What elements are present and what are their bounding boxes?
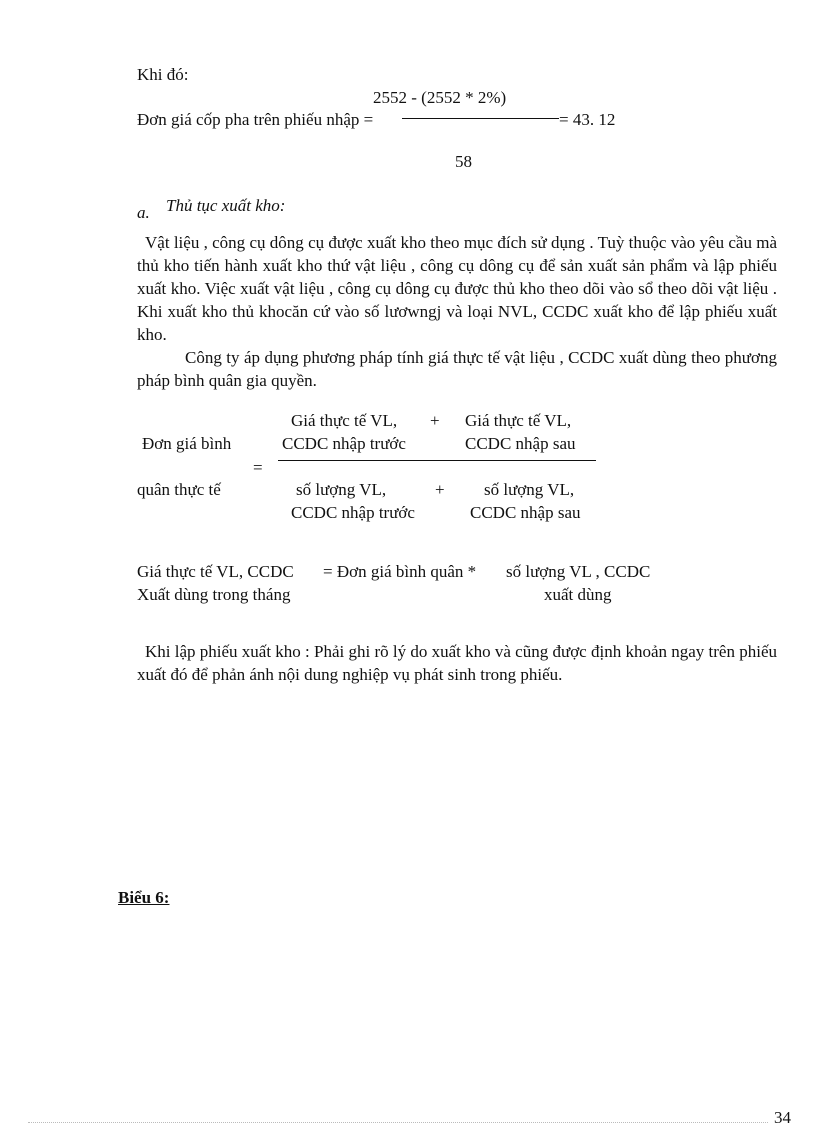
formula2-num-b-line1: Giá thực tế VL, bbox=[465, 411, 572, 430]
section-marker: a. bbox=[137, 203, 150, 222]
formula2-num-b-line2: CCDC nhập sau bbox=[465, 434, 576, 453]
formula2-den-a-line1: số lượng VL, bbox=[296, 480, 387, 499]
intro-text: Khi đó: bbox=[137, 65, 189, 84]
formula2-num-a-line2: CCDC nhập trước bbox=[282, 434, 406, 453]
formula3-line1-mid: = Đơn giá bình quân * bbox=[323, 562, 477, 581]
formula2-num-plus: + bbox=[430, 411, 440, 430]
formula2-den-b-line1: số lượng VL, bbox=[484, 480, 575, 499]
formula2-left-line1: Đơn giá bình bbox=[142, 434, 232, 453]
formula2-den-a-line2: CCDC nhập trước bbox=[291, 503, 415, 522]
section-title: Thủ tục xuất kho: bbox=[166, 196, 286, 215]
formula2-equals: = bbox=[253, 458, 263, 477]
paragraph-1: Vật liệu , công cụ dông cụ được xuất kho theo mục đích sử dụng . Tuỳ thuộc vào yêu cầu mà thủ kho tiến hành xuất kho thứ vật liệu , công cụ dông cụ để sản xuất sản phẩm và lập phiếu xuất kho. Việc xuất vật liệu , công cụ dông cụ được thủ kho theo dõi vào sổ theo dõi vật liệu . Khi xuất kho thủ khocăn cứ vào số lươwngj và loại NVL, CCDC xuất kho để lập phiếu xuất kho. bbox=[137, 233, 777, 344]
formula2-fraction-bar bbox=[278, 460, 596, 461]
paragraph-2: Công ty áp dụng phương pháp tính giá thực tế vật liệu , CCDC xuất dùng theo phương pháp bình quân gia quyền. bbox=[137, 348, 777, 390]
formula3-line1-right: số lượng VL , CCDC bbox=[506, 562, 651, 581]
formula3-line1-left: Giá thực tế VL, CCDC bbox=[137, 562, 294, 581]
formula1-result: = 43. 12 bbox=[559, 110, 616, 129]
formula1-label: Đơn giá cốp pha trên phiếu nhập = bbox=[137, 110, 374, 129]
appendix-label: Biểu 6: bbox=[118, 888, 170, 907]
formula2-den-b-line2: CCDC nhập sau bbox=[470, 503, 581, 522]
section-heading bbox=[137, 194, 286, 222]
formula2-den-plus: + bbox=[435, 480, 445, 499]
formula3-line2-left: Xuất dùng trong tháng bbox=[137, 585, 291, 604]
formula1-denominator: 58 bbox=[455, 152, 472, 171]
page-number: 34 bbox=[774, 1108, 791, 1127]
formula2-left-line2: quân thực tế bbox=[137, 480, 221, 499]
formula2-num-a-line1: Giá thực tế VL, bbox=[291, 411, 398, 430]
formula1-numerator: 2552 - (2552 * 2%) bbox=[373, 88, 507, 107]
formula1-fraction-bar bbox=[402, 118, 559, 119]
formula3-line2-right: xuất dùng bbox=[544, 585, 612, 604]
paragraph-3: Khi lập phiếu xuất kho : Phải ghi rõ lý do xuất kho và cũng được định khoản ngay trên phiếu xuất đó để phản ánh nội dung nghiệp vụ phát sinh trong phiếu. bbox=[137, 642, 777, 684]
